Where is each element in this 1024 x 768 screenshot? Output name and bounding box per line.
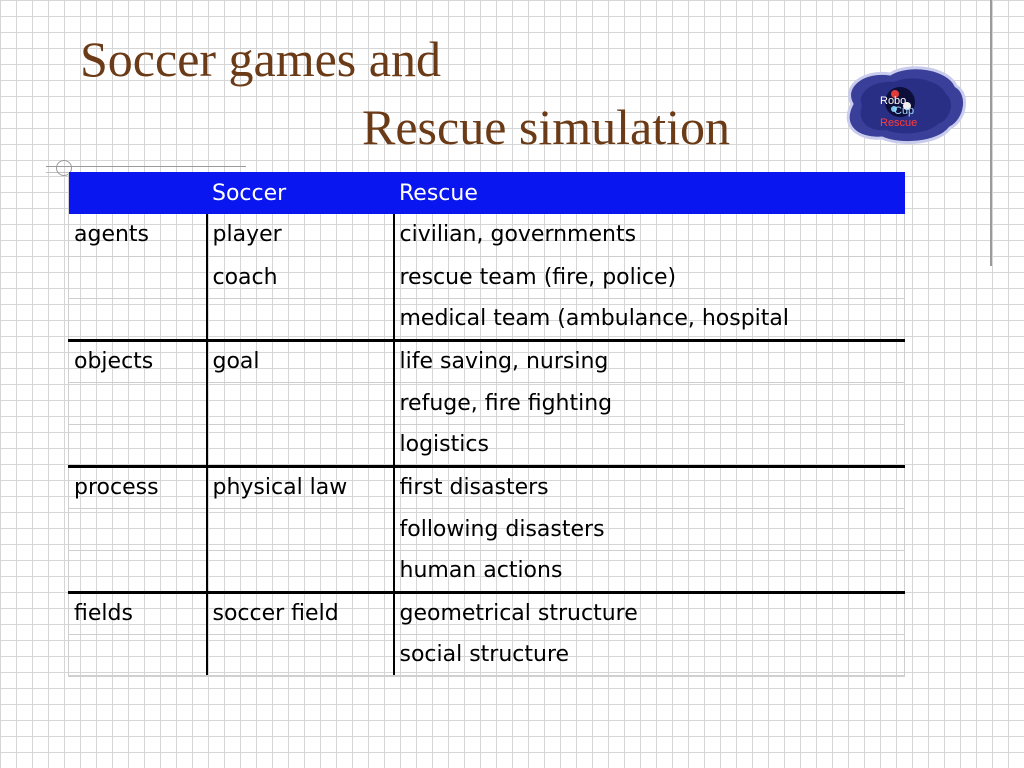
table-row bbox=[69, 382, 905, 424]
table-cell-soccer: goal bbox=[207, 340, 394, 382]
table-cell-soccer bbox=[207, 382, 394, 424]
table-header-cell bbox=[69, 172, 207, 214]
table-cell-rescue: logistics bbox=[394, 424, 905, 466]
table-cell-category: process bbox=[69, 466, 207, 508]
table-cell-soccer: player bbox=[207, 214, 394, 256]
table-cell-category bbox=[69, 550, 207, 592]
table-cell-rescue: following disasters bbox=[394, 508, 905, 550]
table-cell-rescue: medical team (ambulance, hospital bbox=[394, 298, 905, 340]
table-row bbox=[69, 424, 905, 466]
logo-text-cup: Cup bbox=[894, 105, 915, 117]
slide-title-line-1: Soccer games and bbox=[80, 31, 441, 87]
table-cell-category bbox=[69, 298, 207, 340]
table-cell-rescue: rescue team (fire, police) bbox=[394, 256, 905, 298]
table-cell-rescue: refuge, fire fighting bbox=[394, 382, 905, 424]
table-cell-rescue: civilian, governments bbox=[394, 214, 905, 256]
table-cell-rescue: first disasters bbox=[394, 466, 905, 508]
table-cell-rescue: human actions bbox=[394, 550, 905, 592]
table-cell-category: objects bbox=[69, 340, 207, 382]
table-row bbox=[69, 298, 905, 340]
logo-text-rescue: Rescue bbox=[880, 117, 918, 129]
table-row bbox=[69, 508, 905, 550]
table-row bbox=[69, 214, 905, 256]
table-row bbox=[69, 550, 905, 592]
table-cell-soccer bbox=[207, 550, 394, 592]
table-cell-rescue: social structure bbox=[394, 634, 905, 676]
table-cell-soccer bbox=[207, 424, 394, 466]
table-cell-category: agents bbox=[69, 214, 207, 256]
table-row bbox=[69, 466, 905, 508]
table-cell-soccer: physical law bbox=[207, 466, 394, 508]
table-cell-category bbox=[69, 508, 207, 550]
table-cell-soccer: soccer field bbox=[207, 592, 394, 634]
table-cell-soccer bbox=[207, 508, 394, 550]
robocup-rescue-logo-icon bbox=[838, 64, 968, 146]
slide-title-line-2: Rescue simulation bbox=[362, 99, 730, 155]
table-cell-category bbox=[69, 424, 207, 466]
table-cell-rescue: geometrical structure bbox=[394, 592, 905, 634]
table-row bbox=[69, 340, 905, 382]
table-cell-category: fields bbox=[69, 592, 207, 634]
decorative-vertical-line bbox=[990, 0, 992, 266]
comparison-table bbox=[68, 172, 905, 677]
table-header-rescue: Rescue bbox=[394, 172, 905, 214]
table-cell-soccer bbox=[207, 634, 394, 676]
table-header-soccer: Soccer bbox=[207, 172, 394, 214]
table-cell-category bbox=[69, 256, 207, 298]
table-cell-rescue: life saving, nursing bbox=[394, 340, 905, 382]
decorative-horizontal-line bbox=[46, 166, 246, 167]
table-cell-soccer: coach bbox=[207, 256, 394, 298]
table-row bbox=[69, 634, 905, 676]
table-header-row bbox=[69, 172, 905, 214]
table-cell-soccer bbox=[207, 298, 394, 340]
comparison-table-container bbox=[68, 172, 904, 677]
table-row bbox=[69, 592, 905, 634]
table-row bbox=[69, 256, 905, 298]
table-cell-category bbox=[69, 382, 207, 424]
table-cell-category bbox=[69, 634, 207, 676]
logo-text-robo: Robo bbox=[880, 95, 907, 107]
